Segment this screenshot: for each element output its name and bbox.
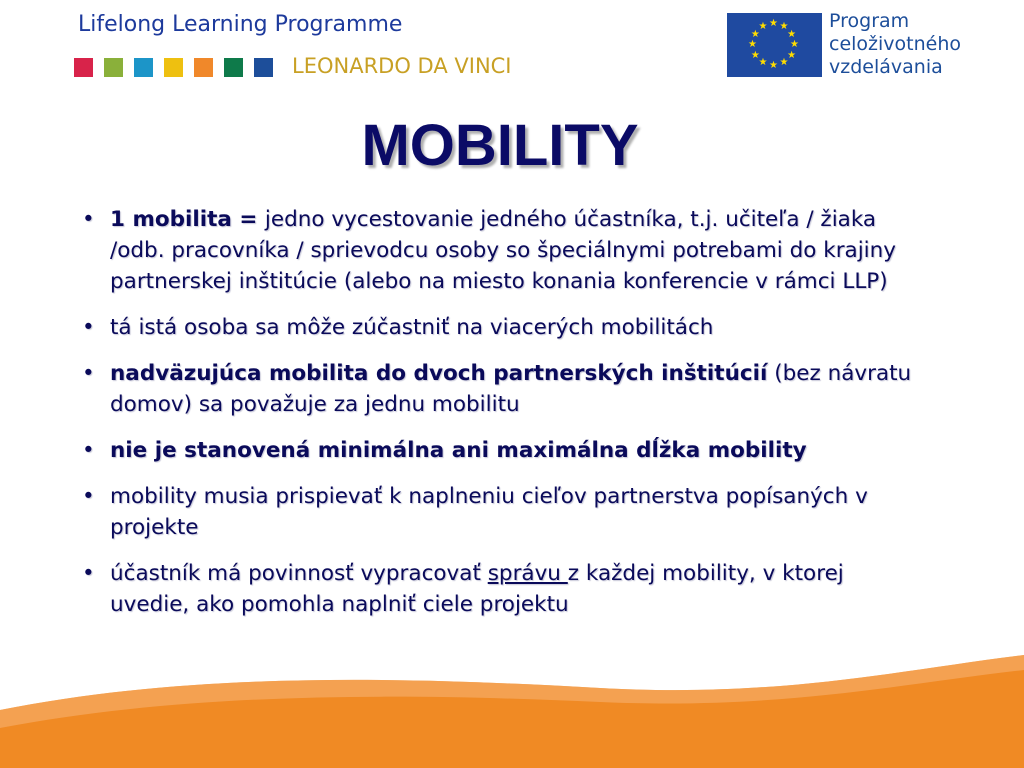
bullet-text: mobility musia prispievať k naplneniu cieľov partnerstva popísaných v projekte: [110, 484, 868, 540]
star-icon: ★: [750, 28, 760, 40]
bullet-list: [78, 204, 918, 635]
bullet-icon: •: [82, 207, 95, 232]
programme-color-squares: [74, 58, 273, 77]
programme-name: Lifelong Learning Programme: [78, 12, 403, 37]
star-icon: ★: [748, 39, 757, 50]
bullet-icon: •: [82, 438, 95, 463]
star-icon: ★: [769, 18, 778, 29]
eu-logo-line: celoživotného: [829, 33, 962, 55]
bullet-item: [78, 312, 918, 343]
bullet-text: jedno vycestovanie jedného účastníka, t.j. učiteľa / žiaka /odb. pracovníka / sprievodcu osoby so špeciálnymi potrebami do krajiny partnerskej inštitúcie (alebo na miesto konania konferencie v rámci LLP): [110, 207, 896, 294]
orange-swoosh-decoration: [0, 650, 1024, 768]
bullet-item: [78, 358, 918, 420]
bullet-item: [78, 481, 918, 543]
bullet-item: [78, 204, 918, 297]
bullet-bold-text: nadväzujúca mobilita do dvoch partnerských inštitúcií: [110, 361, 768, 386]
bullet-item: [78, 435, 918, 466]
bullet-item: [78, 558, 918, 620]
slide-title: MOBILITY: [361, 113, 639, 178]
star-icon: ★: [787, 28, 797, 40]
star-icon: ★: [779, 20, 789, 32]
star-icon: ★: [787, 49, 797, 61]
star-icon: ★: [769, 60, 778, 71]
bullet-icon: •: [82, 484, 95, 509]
color-square: [224, 58, 243, 77]
star-icon: ★: [758, 20, 768, 32]
subprogramme-name: LEONARDO DA VINCI: [292, 54, 512, 78]
bullet-text: (bez návratu domov) sa považuje za jednu mobilitu: [110, 361, 912, 417]
bullet-icon: •: [82, 561, 95, 586]
eu-flag-logo: [727, 13, 822, 77]
eu-logo-text: [829, 10, 961, 79]
bullet-bold-text: nie je stanovená minimálna ani maximálna dĺžka mobility: [110, 438, 807, 463]
color-square: [134, 58, 153, 77]
star-icon: ★: [750, 49, 760, 61]
bullet-icon: •: [82, 315, 95, 340]
bullet-underlined-text: správu: [487, 561, 568, 586]
star-icon: ★: [779, 57, 789, 69]
color-square: [104, 58, 123, 77]
bullet-text: z každej mobility, v ktorej uvedie, ako pomohla naplniť ciele projektu: [110, 561, 844, 617]
eu-logo-line: Program: [829, 10, 910, 32]
star-icon: ★: [790, 39, 799, 50]
bullet-icon: •: [82, 361, 95, 386]
color-square: [254, 58, 273, 77]
color-square: [194, 58, 213, 77]
eu-logo-line: vzdelávania: [829, 56, 943, 78]
color-square: [74, 58, 93, 77]
color-square: [164, 58, 183, 77]
bullet-text: účastník má povinnosť vypracovať: [110, 561, 488, 586]
bullet-bold-text: 1 mobilita =: [110, 207, 265, 232]
bullet-text: tá istá osoba sa môže zúčastniť na viacerých mobilitách: [110, 315, 714, 340]
star-icon: ★: [758, 57, 768, 69]
